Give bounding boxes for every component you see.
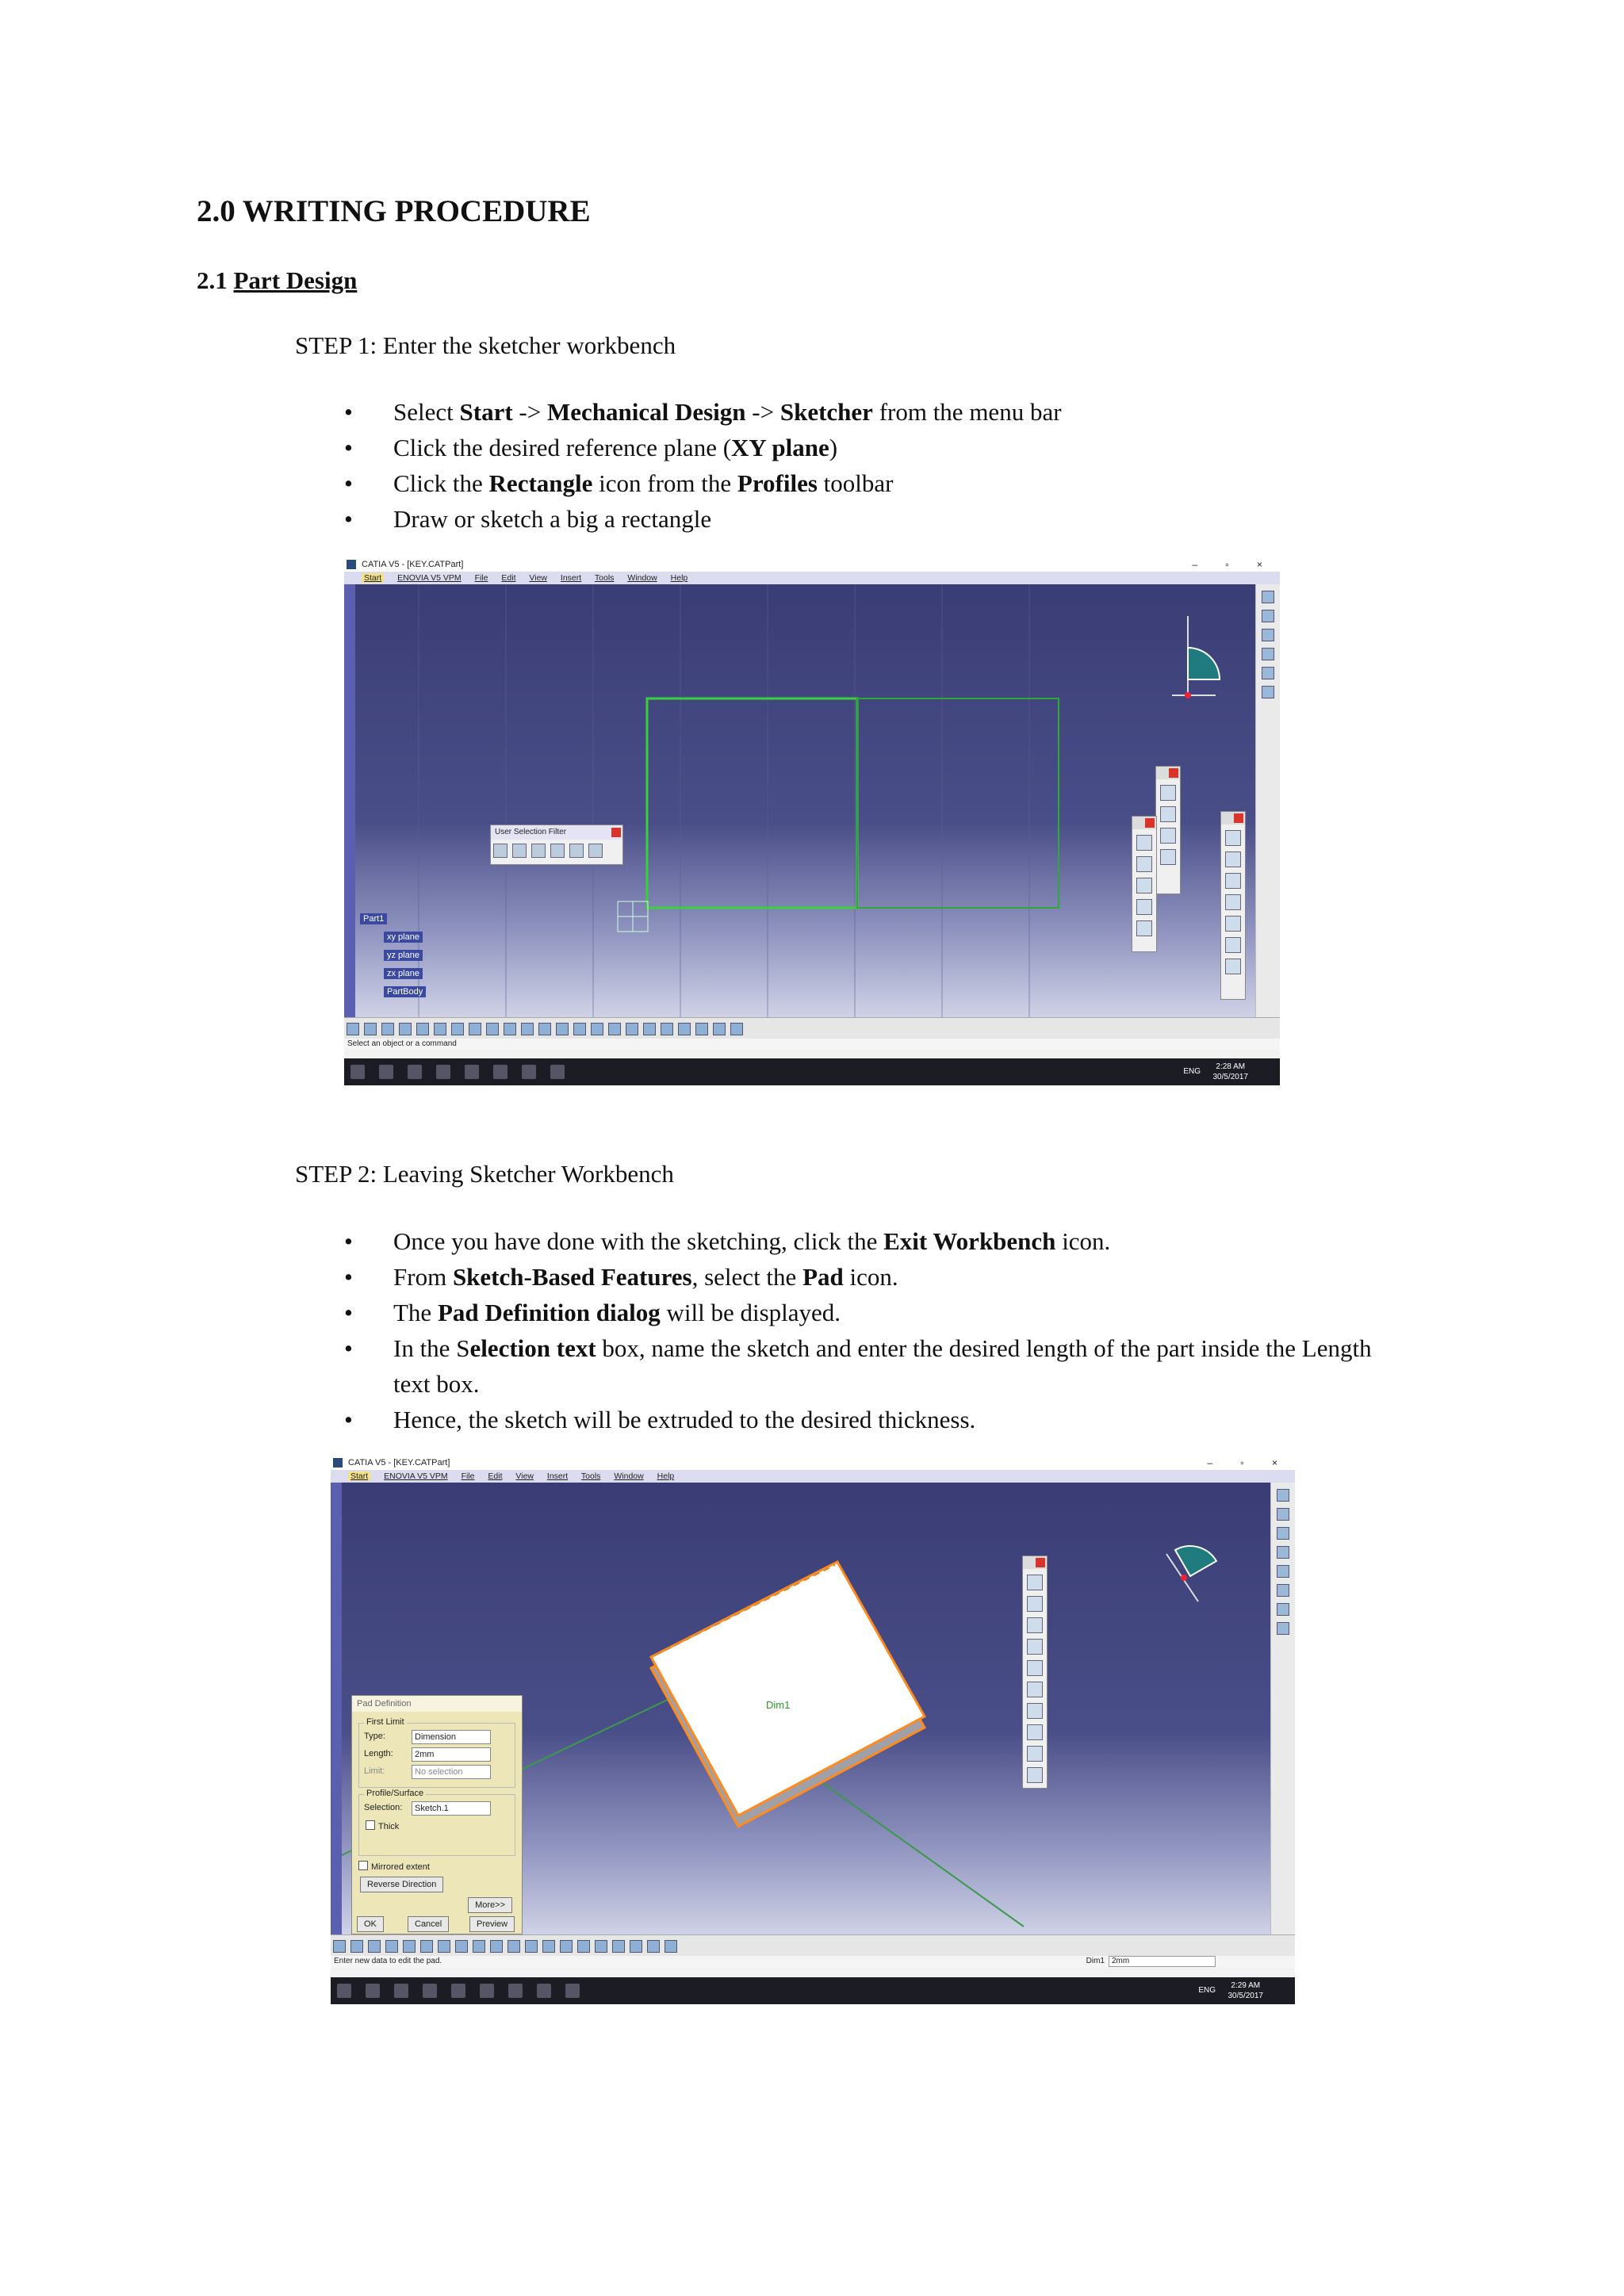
pad-icon[interactable] [1027, 1575, 1043, 1590]
language-indicator[interactable]: ENG [1183, 1067, 1201, 1076]
menu-file[interactable]: File [461, 1471, 475, 1481]
cut-icon[interactable] [403, 1940, 416, 1953]
selection-input[interactable]: Sketch.1 [412, 1801, 491, 1816]
catia-task-icon[interactable] [550, 1065, 565, 1079]
paste-icon[interactable] [451, 1023, 464, 1035]
search-icon[interactable] [366, 1984, 380, 1998]
rotate-icon[interactable] [560, 1940, 573, 1953]
edge-icon[interactable] [451, 1984, 465, 1998]
filter-icon[interactable] [569, 844, 584, 858]
normal-view-icon[interactable] [612, 1940, 625, 1953]
preview-rectangle [857, 698, 1059, 908]
toolbar-icon [1277, 1546, 1289, 1559]
menu-help[interactable]: Help [670, 573, 688, 583]
sketch-based-features-toolbar[interactable] [1022, 1556, 1048, 1789]
toolbar-icon [1262, 667, 1274, 679]
spline-icon[interactable] [1225, 894, 1241, 910]
language-indicator[interactable]: ENG [1198, 1986, 1216, 1995]
length-input[interactable]: 2mm [412, 1747, 491, 1762]
filter-icon[interactable] [512, 844, 527, 858]
left-scrollbar[interactable] [344, 584, 355, 1017]
bullet-item: • The Pad Definition dialog will be displayed. [344, 1295, 1407, 1330]
toolbar-icon [1277, 1489, 1289, 1502]
left-scrollbar[interactable] [331, 1483, 342, 1934]
dimension-tag[interactable]: Dim1 [766, 1699, 791, 1711]
toolbar-icon [1262, 610, 1274, 622]
undo-icon[interactable] [469, 1023, 481, 1035]
step2-bullets [344, 1223, 1407, 1437]
first-limit-group: First Limit Type: Dimension Length: 2mm Limit: No selection [358, 1723, 515, 1788]
constraint-icon[interactable] [1160, 828, 1176, 844]
profile-group: Profile/Surface Selection: Sketch.1 Thick [358, 1794, 515, 1856]
construction-icon[interactable] [573, 1023, 586, 1035]
close-icon[interactable] [1036, 1558, 1045, 1567]
screenshot-sketcher [344, 557, 1280, 1085]
tree-xy-plane[interactable]: xy plane [360, 929, 426, 947]
filter-icon[interactable] [588, 844, 603, 858]
redo-icon[interactable] [473, 1940, 485, 1953]
task-view-icon[interactable] [394, 1984, 408, 1998]
chrome-icon[interactable] [423, 1984, 437, 1998]
profile-icon[interactable] [1225, 830, 1241, 846]
task-view-icon[interactable] [408, 1065, 422, 1079]
bullet-item: • Click the Rectangle icon from the Profiles toolbar [344, 465, 1407, 501]
rotate-icon[interactable] [626, 1023, 638, 1035]
undo-icon[interactable] [455, 1940, 468, 1953]
stiffener-icon[interactable] [1027, 1724, 1043, 1740]
formula-icon[interactable] [508, 1940, 520, 1953]
toolbar-icon [1277, 1622, 1289, 1635]
normal-view-icon[interactable] [678, 1023, 691, 1035]
copy-icon[interactable] [420, 1940, 433, 1953]
step2-title: STEP 2: Leaving Sketcher Workbench [295, 1160, 674, 1188]
menu-bar[interactable] [331, 1470, 1295, 1483]
clock[interactable]: 2:28 AM 30/5/2017 [1212, 1062, 1248, 1081]
chrome-icon[interactable] [436, 1065, 450, 1079]
close-icon[interactable] [611, 828, 621, 837]
part-viewport[interactable] [342, 1483, 1271, 1934]
cut-icon[interactable] [416, 1023, 429, 1035]
view-icon[interactable] [630, 1940, 642, 1953]
menu-view[interactable]: View [515, 1471, 534, 1481]
window-titlebar: CATIA V5 - [KEY.CATPart] – ▫ × [331, 1456, 1295, 1470]
print-icon[interactable] [399, 1023, 412, 1035]
line-icon[interactable] [1225, 937, 1241, 953]
clock[interactable]: 2:29 AM 30/5/2017 [1228, 1981, 1263, 2000]
snap-icon[interactable] [556, 1023, 569, 1035]
groove-icon[interactable] [1027, 1639, 1043, 1655]
constraint-icon[interactable] [1160, 849, 1176, 865]
paste-icon[interactable] [438, 1940, 450, 1953]
ok-button[interactable]: OK [357, 1916, 384, 1932]
toolbar-icon [1277, 1584, 1289, 1597]
zoom-in-icon[interactable] [577, 1940, 590, 1953]
bullet-item: • In the Selection text box, name the sketch and enter the desired length of the part inside the Length text box. [344, 1330, 1407, 1402]
menu-file[interactable]: File [474, 573, 488, 583]
menu-enovia[interactable]: ENOVIA V5 VPM [397, 573, 462, 583]
app-task-icon[interactable] [565, 1984, 580, 1998]
bullet-item: • Draw or sketch a big a rectangle [344, 501, 1407, 537]
windows-start-icon[interactable] [350, 1065, 365, 1079]
compass-icon[interactable] [1166, 1535, 1216, 1601]
menu-edit[interactable]: Edit [501, 573, 516, 583]
menu-window[interactable]: Window [627, 573, 657, 583]
exit-workbench-icon[interactable] [730, 1023, 743, 1035]
spec-tree[interactable] [360, 911, 426, 1002]
project-icon[interactable] [1136, 920, 1152, 936]
save-icon[interactable] [368, 1940, 381, 1953]
arc-icon[interactable] [1136, 835, 1152, 851]
menu-tools[interactable]: Tools [580, 1471, 601, 1481]
pan-icon[interactable] [608, 1023, 621, 1035]
limit-input[interactable]: No selection [412, 1765, 491, 1779]
redo-icon[interactable] [486, 1023, 499, 1035]
render-icon[interactable] [647, 1940, 660, 1953]
menu-window[interactable]: Window [614, 1471, 644, 1481]
subsection-title: 2.1 Part Design [197, 266, 358, 294]
fit-all-icon[interactable] [591, 1023, 603, 1035]
menu-insert[interactable]: Insert [546, 1471, 569, 1481]
toolbar-icon [1277, 1527, 1289, 1540]
tree-partbody[interactable]: PartBody [360, 984, 426, 1002]
sketch-viewport[interactable] [355, 584, 1256, 1017]
status-bar: Select an object or a command [344, 1039, 1280, 1050]
menu-enovia[interactable]: ENOVIA V5 VPM [384, 1471, 448, 1481]
taskbar[interactable] [331, 1977, 1295, 2004]
save-icon[interactable] [381, 1023, 394, 1035]
measure-icon[interactable] [665, 1940, 677, 1953]
tree-yz-plane[interactable]: yz plane [360, 947, 426, 966]
toolbar-icon [1262, 591, 1274, 603]
sketched-rectangle[interactable] [647, 698, 857, 908]
fit-all-icon[interactable] [525, 1940, 538, 1953]
catia-task-icon[interactable] [537, 1984, 551, 1998]
toolbar-icon [1262, 686, 1274, 698]
rib-icon[interactable] [1027, 1682, 1043, 1697]
cancel-button[interactable]: Cancel [408, 1916, 449, 1932]
open-icon[interactable] [350, 1940, 363, 1953]
shaft-icon[interactable] [1027, 1617, 1043, 1633]
toolbar-icon [1277, 1565, 1289, 1578]
search-icon[interactable] [379, 1065, 393, 1079]
pad-definition-dialog[interactable] [351, 1695, 523, 1934]
loft-icon[interactable] [1027, 1746, 1043, 1762]
help-icon[interactable] [490, 1940, 503, 1953]
toolbar-icon [1262, 648, 1274, 660]
toolbar-icon [1277, 1508, 1289, 1521]
arc-icon[interactable] [1136, 856, 1152, 872]
right-toolbar[interactable] [1255, 584, 1280, 1017]
folder-icon[interactable] [493, 1065, 508, 1079]
menu-bar[interactable] [344, 572, 1280, 584]
mirror-icon[interactable] [1136, 899, 1152, 915]
tree-part1[interactable]: Part1 [360, 911, 426, 929]
dialog-title: Pad Definition [352, 1696, 522, 1712]
window-controls[interactable]: – ▫ × [1207, 1457, 1290, 1468]
menu-insert[interactable]: Insert [560, 573, 582, 583]
bullet-item: • Once you have done with the sketching, click the Exit Workbench icon. [344, 1223, 1407, 1259]
toolbar-icon [1277, 1603, 1289, 1616]
close-icon[interactable] [1169, 768, 1178, 778]
close-icon[interactable] [1145, 818, 1155, 828]
rectangle-icon[interactable] [1225, 851, 1241, 867]
folder-icon[interactable] [480, 1984, 494, 1998]
bottom-toolbar[interactable] [344, 1017, 1280, 1039]
menu-start[interactable]: Start [348, 1471, 370, 1481]
print-icon[interactable] [385, 1940, 398, 1953]
bottom-toolbar[interactable] [331, 1934, 1295, 1956]
menu-help[interactable]: Help [657, 1471, 675, 1481]
mirrored-checkbox[interactable]: Mirrored extent [358, 1861, 430, 1872]
menu-start[interactable]: Start [362, 573, 384, 583]
menu-edit[interactable]: Edit [488, 1471, 503, 1481]
thick-checkbox[interactable]: Thick [366, 1820, 399, 1831]
user-selection-filter[interactable]: User Selection Filter [490, 825, 623, 865]
view-icon[interactable] [695, 1023, 708, 1035]
status-bar: Enter new data to edit the pad. Dim1 2mm [331, 1956, 1295, 1967]
dim-label: Dim1 [1086, 1957, 1105, 1965]
edge-icon[interactable] [465, 1065, 479, 1079]
formula-icon[interactable] [521, 1023, 534, 1035]
profiles-toolbar[interactable] [1220, 811, 1246, 1000]
constraint-toolbar[interactable] [1155, 766, 1181, 894]
catia-app-icon [347, 560, 356, 569]
catia-app-icon [333, 1458, 343, 1468]
sketch-canvas [355, 584, 1256, 1017]
close-icon[interactable] [1234, 813, 1243, 823]
render-icon[interactable] [713, 1023, 726, 1035]
help-icon[interactable] [504, 1023, 516, 1035]
operation-toolbar[interactable] [1132, 816, 1157, 952]
zoom-out-icon[interactable] [595, 1940, 607, 1953]
filter-icon[interactable] [550, 844, 565, 858]
menu-tools[interactable]: Tools [594, 573, 615, 583]
type-select[interactable]: Dimension [412, 1730, 491, 1744]
constraint-icon[interactable] [1160, 785, 1176, 801]
step1-bullets [344, 394, 1407, 537]
new-icon[interactable] [333, 1940, 346, 1953]
preview-button[interactable]: Preview [469, 1916, 515, 1932]
hole-icon[interactable] [1027, 1660, 1043, 1676]
compass-icon[interactable] [1172, 616, 1220, 698]
chamfer-icon[interactable] [1136, 878, 1152, 894]
zoom-out-icon[interactable] [661, 1023, 673, 1035]
toolbar-icon [1262, 629, 1274, 641]
filter-icon[interactable] [531, 844, 546, 858]
screenshot-pad [331, 1456, 1295, 2004]
pad-preview[interactable] [651, 1562, 925, 1816]
tree-zx-plane[interactable]: zx plane [360, 966, 426, 984]
open-icon[interactable] [364, 1023, 377, 1035]
slot-icon[interactable] [1027, 1703, 1043, 1719]
ellipse-icon[interactable] [1225, 916, 1241, 932]
remove-loft-icon[interactable] [1027, 1767, 1043, 1783]
zoom-in-icon[interactable] [643, 1023, 656, 1035]
filter-icon[interactable] [493, 844, 508, 858]
pocket-icon[interactable] [1027, 1596, 1043, 1612]
bullet-item: • From Sketch-Based Features, select the Pad icon. [344, 1259, 1407, 1295]
right-toolbar[interactable] [1270, 1483, 1295, 1934]
more-button[interactable]: More>> [468, 1897, 512, 1913]
bullet-item: • Select Start -> Mechanical Design -> Sketcher from the menu bar [344, 394, 1407, 430]
bullet-item: • Hence, the sketch will be extruded to the desired thickness. [344, 1402, 1407, 1437]
pan-icon[interactable] [542, 1940, 555, 1953]
store-icon[interactable] [522, 1065, 536, 1079]
new-icon[interactable] [347, 1023, 359, 1035]
bullet-item: • Click the desired reference plane (XY plane) [344, 430, 1407, 465]
menu-view[interactable]: View [529, 573, 547, 583]
step1-title: STEP 1: Enter the sketcher workbench [295, 331, 676, 359]
store-icon[interactable] [508, 1984, 523, 1998]
section-title: 2.0 WRITING PROCEDURE [197, 194, 591, 228]
window-titlebar: CATIA V5 - [KEY.CATPart] – ▫ × [344, 557, 1280, 572]
circle-icon[interactable] [1225, 873, 1241, 889]
copy-icon[interactable] [434, 1023, 446, 1035]
constraint-icon[interactable] [1160, 806, 1176, 822]
axis-icon[interactable] [1225, 959, 1241, 974]
window-controls[interactable]: – ▫ × [1192, 559, 1275, 570]
dim-input[interactable]: 2mm [1109, 1956, 1216, 1967]
reverse-direction-button[interactable]: Reverse Direction [360, 1877, 443, 1892]
windows-start-icon[interactable] [337, 1984, 351, 1998]
taskbar[interactable] [344, 1058, 1280, 1085]
grid-icon[interactable] [538, 1023, 551, 1035]
